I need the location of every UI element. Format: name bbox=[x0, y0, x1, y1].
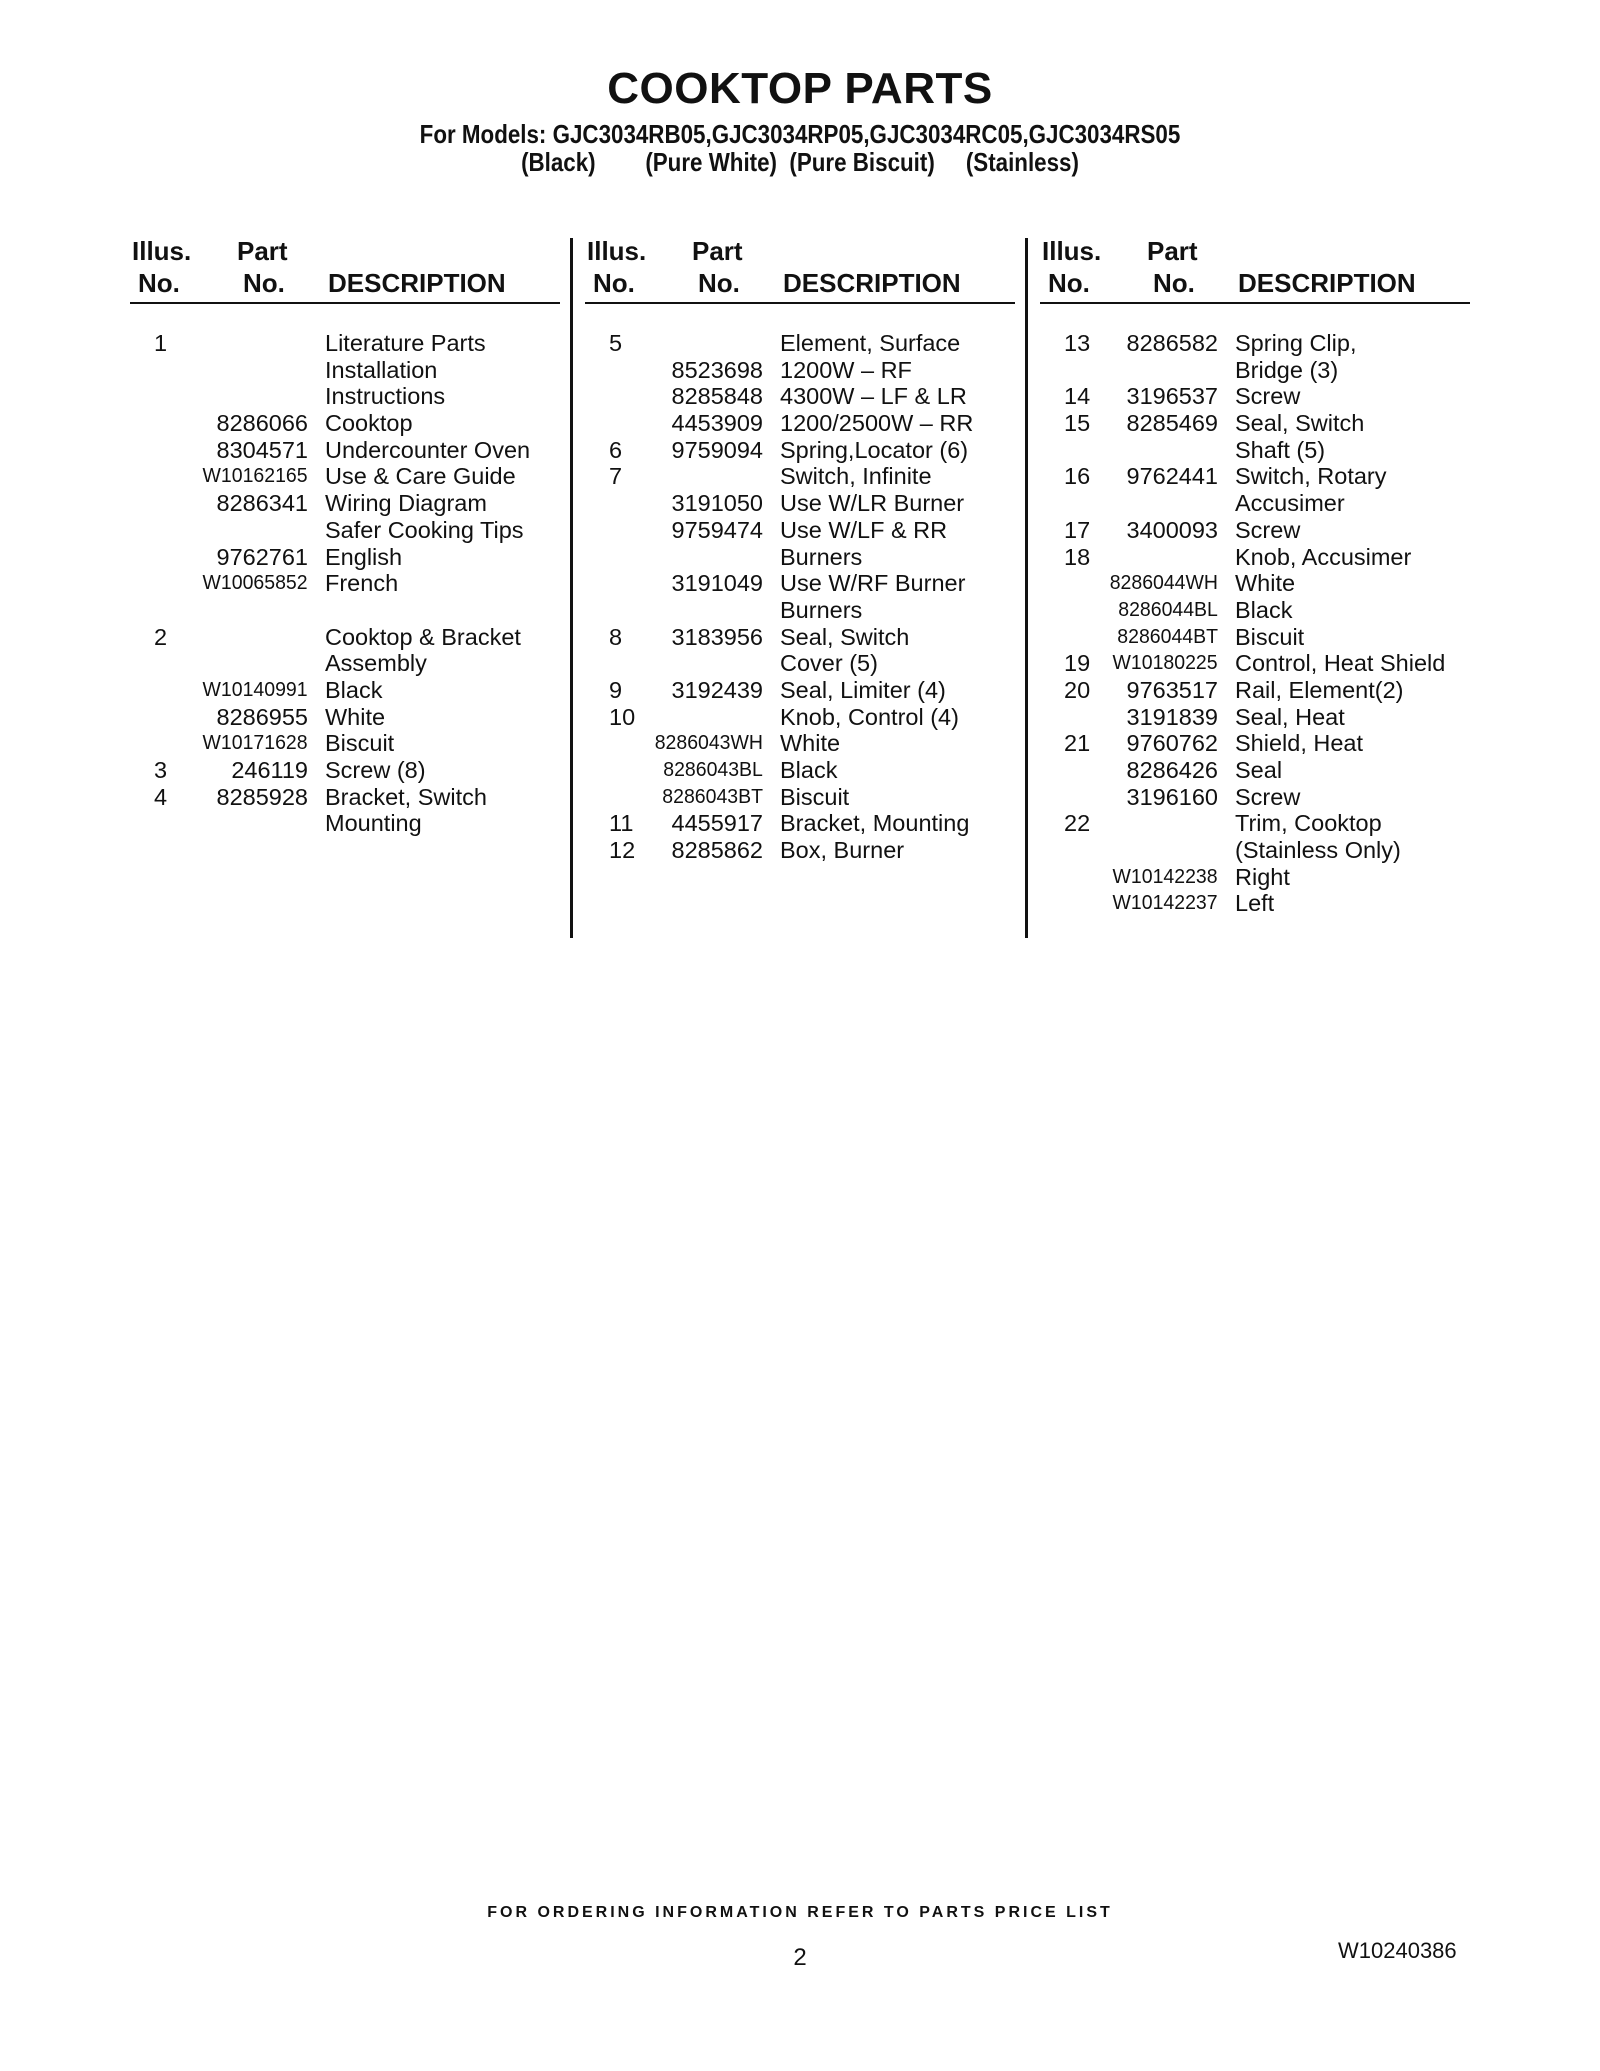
part-description: Use W/LF & RR bbox=[780, 516, 948, 543]
part-header-line1: Part bbox=[237, 236, 288, 266]
header-underline bbox=[585, 302, 1015, 304]
part-description: Screw bbox=[1235, 783, 1301, 810]
illus-number: 4 bbox=[154, 783, 168, 810]
part-number: 8286044BT bbox=[1117, 624, 1218, 648]
part-description: Bracket, Mounting bbox=[780, 810, 970, 837]
illus-number: 19 bbox=[1064, 650, 1091, 677]
part-row bbox=[1040, 810, 1470, 837]
part-row bbox=[130, 357, 560, 384]
part-number: 3191049 bbox=[671, 570, 763, 597]
part-description: Switch, Rotary bbox=[1235, 463, 1387, 490]
part-row bbox=[1040, 570, 1470, 597]
part-description: Seal bbox=[1235, 757, 1283, 783]
part-row bbox=[585, 544, 1015, 571]
ordering-note: FOR ORDERING INFORMATION REFER TO PARTS PRICE LIST bbox=[487, 1904, 1113, 1921]
part-number: 3183956 bbox=[671, 623, 763, 650]
part-description: Accusimer bbox=[1235, 490, 1345, 517]
part-description: Use W/LR Burner bbox=[780, 490, 965, 517]
header-underline bbox=[1040, 302, 1470, 304]
part-description: Right bbox=[1235, 863, 1290, 890]
parts-column-2 bbox=[585, 234, 1015, 864]
part-description: Wiring Diagram bbox=[325, 490, 487, 517]
part-number: 3400093 bbox=[1126, 516, 1218, 543]
part-row bbox=[1040, 704, 1470, 731]
part-number: 9762761 bbox=[216, 543, 308, 570]
models-line: For Models: GJC3034RB05,GJC3034RP05,GJC3034RC05,GJC3034RS05 bbox=[419, 119, 1181, 149]
illus-number: 3 bbox=[154, 757, 168, 783]
part-row bbox=[585, 757, 1015, 784]
part-description: Instructions bbox=[325, 383, 446, 410]
part-number: 8286044WH bbox=[1109, 571, 1218, 595]
part-row bbox=[1040, 517, 1470, 544]
page-title: COOKTOP PARTS bbox=[607, 64, 993, 113]
part-description: Bridge (3) bbox=[1235, 356, 1339, 383]
part-row bbox=[130, 704, 560, 731]
part-number: 8523698 bbox=[671, 356, 763, 383]
part-row bbox=[585, 517, 1015, 544]
part-row bbox=[1040, 410, 1470, 437]
part-number: 8286582 bbox=[1126, 330, 1218, 356]
part-number: 9759094 bbox=[671, 436, 763, 463]
part-description: Control, Heat Shield bbox=[1235, 650, 1446, 677]
part-row bbox=[1040, 597, 1470, 624]
part-row bbox=[130, 597, 560, 624]
illus-header-line2: No. bbox=[138, 268, 180, 298]
part-row bbox=[1040, 544, 1470, 571]
illus-header-line1: Illus. bbox=[132, 236, 192, 266]
part-number: W10142238 bbox=[1112, 864, 1218, 888]
illus-number: 14 bbox=[1064, 383, 1091, 410]
part-description: 1200/2500W – RR bbox=[780, 410, 974, 437]
description-header: DESCRIPTION bbox=[783, 268, 961, 298]
document-id: W10240386 bbox=[1338, 1938, 1457, 1963]
illus-number: 15 bbox=[1064, 410, 1091, 437]
part-description: Seal, Heat bbox=[1235, 703, 1345, 730]
part-header-line2: No. bbox=[1153, 268, 1195, 298]
part-row bbox=[585, 810, 1015, 837]
illus-number: 16 bbox=[1064, 463, 1091, 490]
part-row bbox=[130, 784, 560, 811]
illus-header-line1: Illus. bbox=[587, 236, 647, 266]
part-description: Trim, Cooktop bbox=[1235, 810, 1382, 837]
part-description: Biscuit bbox=[325, 730, 395, 757]
part-row bbox=[585, 677, 1015, 704]
part-row bbox=[585, 437, 1015, 464]
part-row bbox=[585, 784, 1015, 811]
part-number: 8285928 bbox=[216, 783, 308, 810]
part-row bbox=[585, 570, 1015, 597]
part-row bbox=[585, 383, 1015, 410]
part-description: Burners bbox=[780, 543, 863, 570]
part-number: 8286044BL bbox=[1118, 597, 1218, 621]
part-description: Seal, Switch bbox=[1235, 410, 1365, 437]
part-row bbox=[130, 650, 560, 677]
part-row bbox=[1040, 357, 1470, 384]
part-description: Safer Cooking Tips bbox=[325, 516, 524, 543]
part-description: Black bbox=[780, 757, 838, 783]
part-number: 8286043BL bbox=[663, 758, 763, 781]
part-number: W10171628 bbox=[202, 731, 308, 755]
part-number: 8286955 bbox=[216, 703, 308, 730]
illus-number: 20 bbox=[1064, 676, 1091, 703]
part-row bbox=[1040, 490, 1470, 517]
illus-header-line2: No. bbox=[593, 268, 635, 298]
part-description: Spring Clip, bbox=[1235, 330, 1357, 356]
part-description: Shaft (5) bbox=[1235, 436, 1326, 463]
part-row bbox=[1040, 784, 1470, 811]
column-header bbox=[1040, 234, 1470, 302]
part-row bbox=[585, 730, 1015, 757]
part-number: W10142237 bbox=[1112, 891, 1218, 915]
part-row bbox=[585, 650, 1015, 677]
illus-number: 17 bbox=[1064, 516, 1091, 543]
part-description: Rail, Element(2) bbox=[1235, 676, 1404, 703]
part-header-line2: No. bbox=[243, 268, 285, 298]
part-number: W10065852 bbox=[202, 571, 308, 595]
part-description: Black bbox=[1235, 596, 1293, 623]
illus-number: 18 bbox=[1064, 543, 1091, 570]
part-row bbox=[1040, 677, 1470, 704]
part-number: W10162165 bbox=[202, 464, 308, 488]
part-row bbox=[130, 517, 560, 544]
part-row bbox=[130, 490, 560, 517]
part-description: Screw bbox=[1235, 516, 1301, 543]
part-number: 9763517 bbox=[1126, 676, 1218, 703]
parts-column-1 bbox=[130, 234, 560, 837]
part-description: Spring,Locator (6) bbox=[780, 436, 969, 463]
description-header: DESCRIPTION bbox=[1238, 268, 1416, 298]
part-number: 3191050 bbox=[671, 490, 763, 517]
illus-header-line2: No. bbox=[1048, 268, 1090, 298]
illus-number: 6 bbox=[609, 436, 623, 463]
part-number: 8285469 bbox=[1126, 410, 1218, 437]
part-number: W10180225 bbox=[1112, 651, 1218, 675]
part-number: 9762441 bbox=[1126, 463, 1218, 490]
part-description: Assembly bbox=[325, 650, 427, 677]
description-header: DESCRIPTION bbox=[328, 268, 506, 298]
part-description: Biscuit bbox=[780, 783, 850, 810]
part-row bbox=[585, 624, 1015, 651]
part-description: Use & Care Guide bbox=[325, 463, 516, 490]
part-description: White bbox=[325, 703, 386, 730]
part-description: Literature Parts bbox=[325, 330, 486, 356]
part-row bbox=[585, 837, 1015, 864]
part-description: Use W/RF Burner bbox=[780, 570, 966, 597]
part-number: 3196160 bbox=[1126, 783, 1218, 810]
illus-number: 21 bbox=[1064, 730, 1091, 757]
part-description: Black bbox=[325, 676, 383, 703]
part-row bbox=[1040, 837, 1470, 864]
part-header-line1: Part bbox=[1147, 236, 1198, 266]
part-row bbox=[1040, 730, 1470, 757]
parts-list bbox=[130, 330, 560, 837]
part-row bbox=[130, 330, 560, 357]
column-divider bbox=[1025, 238, 1028, 938]
part-description: Cover (5) bbox=[780, 650, 878, 677]
part-row bbox=[585, 357, 1015, 384]
part-row bbox=[130, 410, 560, 437]
illus-header-line1: Illus. bbox=[1042, 236, 1102, 266]
part-description: Installation bbox=[325, 356, 438, 383]
page-number: 2 bbox=[793, 1944, 807, 1971]
model-variants-line: (Black) (Pure White) (Pure Biscuit) (Stainless) bbox=[521, 147, 1079, 177]
part-description: Burners bbox=[780, 596, 863, 623]
column-divider bbox=[570, 238, 573, 938]
part-row bbox=[585, 597, 1015, 624]
part-number: 8285862 bbox=[671, 837, 763, 864]
part-description: White bbox=[780, 730, 841, 757]
part-row bbox=[585, 490, 1015, 517]
part-row bbox=[1040, 330, 1470, 357]
part-row bbox=[585, 410, 1015, 437]
part-number: 3192439 bbox=[671, 676, 763, 703]
part-description: Screw (8) bbox=[325, 757, 426, 783]
part-number: W10140991 bbox=[202, 677, 308, 701]
header-underline bbox=[130, 302, 560, 304]
part-description: Cooktop & Bracket bbox=[325, 623, 521, 650]
illus-number: 5 bbox=[609, 330, 623, 356]
part-row bbox=[585, 704, 1015, 731]
illus-number: 22 bbox=[1064, 810, 1091, 837]
column-header bbox=[130, 234, 560, 302]
illus-number: 9 bbox=[609, 676, 623, 703]
part-row bbox=[585, 463, 1015, 490]
part-header-line2: No. bbox=[698, 268, 740, 298]
part-description: Screw bbox=[1235, 383, 1301, 410]
part-number: 4453909 bbox=[671, 410, 763, 437]
part-number: 8286066 bbox=[216, 410, 308, 437]
part-description: Switch, Infinite bbox=[780, 463, 932, 490]
part-description: Left bbox=[1235, 890, 1275, 917]
part-description: Seal, Switch bbox=[780, 623, 910, 650]
part-description: Shield, Heat bbox=[1235, 730, 1364, 757]
part-description: Biscuit bbox=[1235, 623, 1305, 650]
illus-number: 8 bbox=[609, 623, 623, 650]
illus-number: 10 bbox=[609, 703, 636, 730]
part-number: 4455917 bbox=[671, 810, 763, 837]
part-row bbox=[1040, 890, 1470, 917]
part-description: Cooktop bbox=[325, 410, 413, 437]
part-number: 9759474 bbox=[671, 516, 763, 543]
column-header bbox=[585, 234, 1015, 302]
illus-number: 2 bbox=[154, 623, 168, 650]
part-number: 9760762 bbox=[1126, 730, 1218, 757]
part-description: Bracket, Switch bbox=[325, 783, 487, 810]
part-row bbox=[1040, 864, 1470, 891]
parts-list bbox=[1040, 330, 1470, 917]
part-number: 246119 bbox=[231, 757, 308, 783]
part-row bbox=[1040, 463, 1470, 490]
illus-number: 7 bbox=[609, 463, 623, 490]
part-number: 8286426 bbox=[1126, 757, 1218, 783]
part-description: Element, Surface bbox=[780, 330, 961, 356]
part-row bbox=[1040, 757, 1470, 784]
part-description: 4300W – LF & LR bbox=[780, 383, 967, 410]
illus-number: 13 bbox=[1064, 330, 1091, 356]
illus-number: 11 bbox=[609, 810, 634, 837]
part-description: English bbox=[325, 543, 403, 570]
part-row bbox=[130, 730, 560, 757]
part-row bbox=[130, 437, 560, 464]
part-description: (Stainless Only) bbox=[1235, 837, 1401, 864]
part-description: Seal, Limiter (4) bbox=[780, 676, 946, 703]
part-header-line1: Part bbox=[692, 236, 743, 266]
part-row bbox=[130, 810, 560, 837]
part-row bbox=[1040, 624, 1470, 651]
part-row bbox=[130, 570, 560, 597]
part-row bbox=[130, 383, 560, 410]
part-number: 3196537 bbox=[1126, 383, 1218, 410]
part-row bbox=[130, 624, 560, 651]
part-number: 8286341 bbox=[216, 490, 308, 517]
part-row bbox=[1040, 650, 1470, 677]
part-description: White bbox=[1235, 570, 1296, 597]
part-row bbox=[1040, 383, 1470, 410]
part-row bbox=[130, 757, 560, 784]
part-description: French bbox=[325, 570, 399, 597]
part-description: Mounting bbox=[325, 810, 422, 837]
part-number: 8285848 bbox=[671, 383, 763, 410]
part-row bbox=[130, 677, 560, 704]
parts-list bbox=[585, 330, 1015, 864]
part-description: 1200W – RF bbox=[780, 356, 912, 383]
illus-number: 12 bbox=[609, 837, 636, 864]
part-row bbox=[130, 544, 560, 571]
part-description: Box, Burner bbox=[780, 837, 905, 864]
illus-number: 1 bbox=[154, 330, 168, 356]
part-description: Undercounter Oven bbox=[325, 436, 531, 463]
part-description: Knob, Accusimer bbox=[1235, 543, 1412, 570]
part-number: 8304571 bbox=[216, 436, 308, 463]
part-row bbox=[130, 463, 560, 490]
part-description: Knob, Control (4) bbox=[780, 703, 959, 730]
part-number: 3191839 bbox=[1126, 703, 1218, 730]
part-row bbox=[1040, 437, 1470, 464]
part-row bbox=[585, 330, 1015, 357]
part-number: 8286043BT bbox=[662, 784, 763, 808]
parts-column-3 bbox=[1040, 234, 1470, 917]
part-number: 8286043WH bbox=[654, 731, 763, 755]
